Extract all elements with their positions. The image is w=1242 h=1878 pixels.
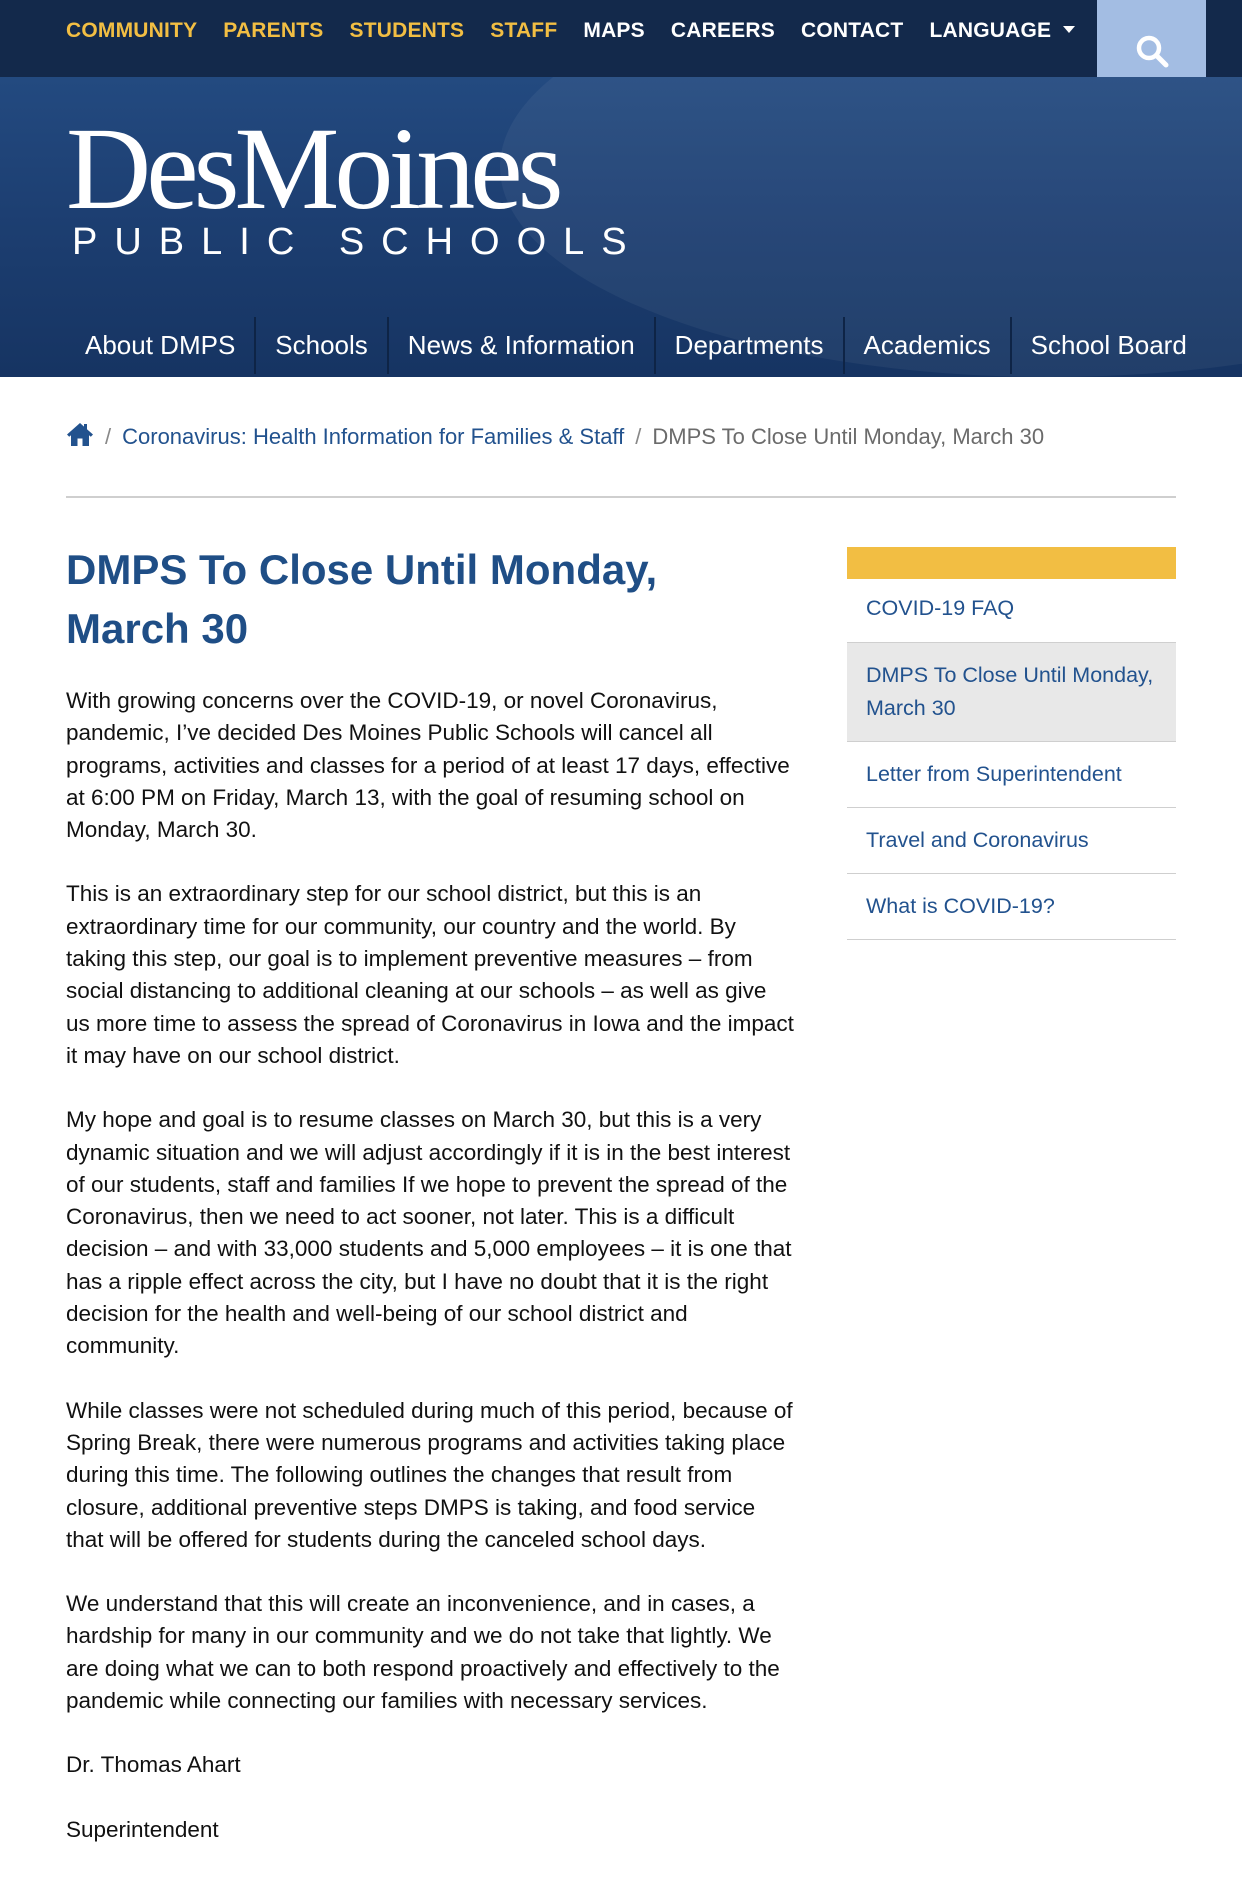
utility-link-community[interactable]: COMMUNITY xyxy=(66,19,198,42)
breadcrumb-current: DMPS To Close Until Monday, March 30 xyxy=(652,424,1045,449)
nav-academics[interactable]: Academics xyxy=(845,317,1012,374)
utility-bar xyxy=(0,0,1242,77)
article-paragraph: My hope and goal is to resume classes on March 30, but this is a very dynamic situation and we will adjust accordingly if it is in the best interest of our students, staff and families If we hope to prevent the spread of the Coronavirus, then we need to act sooner, not later. This is a difficult decision – and with 33,000 students and 5,000 employees – it is one that has a ripple effect across the city, but I have no doubt that it is the right decision for the health and well-being of our school district and community. xyxy=(66,1107,792,1359)
signature xyxy=(66,1749,796,1846)
utility-link-contact[interactable]: CONTACT xyxy=(800,19,904,42)
signature-title: Superintendent xyxy=(66,1816,219,1842)
nav-schools[interactable]: Schools xyxy=(256,317,389,374)
language-label: LANGUAGE xyxy=(929,19,1052,42)
chevron-down-icon xyxy=(1063,26,1075,33)
utility-link-staff[interactable]: STAFF xyxy=(490,19,558,42)
breadcrumb-separator: / xyxy=(635,424,642,449)
sidebar-item-letter-superintendent[interactable]: Letter from Superintendent xyxy=(847,742,1176,808)
utility-link-students[interactable]: STUDENTS xyxy=(349,19,465,42)
language-dropdown[interactable] xyxy=(929,18,1075,44)
logo-subtitle: PUBLIC SCHOOLS xyxy=(72,221,644,263)
home-icon xyxy=(66,421,94,447)
utility-link-parents[interactable]: PARENTS xyxy=(223,19,324,42)
page-title: DMPS To Close Until Monday, March 30 xyxy=(66,546,658,652)
nav-school-board[interactable]: School Board xyxy=(1030,330,1187,360)
signature-name: Dr. Thomas Ahart xyxy=(66,1752,241,1778)
home-link[interactable] xyxy=(66,421,94,453)
header-banner xyxy=(0,77,1242,377)
article-paragraph: This is an extraordinary step for our school district, but this is an extraordinary time for our community, our country and the world. By taking this step, our goal is to implement preventive measures – from social distancing to additional cleaning at our schools – as well as give us more time to assess the spread of Coronavirus in Iowa and the impact it may have on our school district. xyxy=(66,881,794,1068)
utility-link-maps[interactable]: MAPS xyxy=(583,19,645,42)
sidebar-item-covid-faq[interactable]: COVID-19 FAQ xyxy=(847,579,1176,643)
sidebar-item-travel-coronavirus[interactable]: Travel and Coronavirus xyxy=(847,808,1176,874)
sidebar-item-dmps-close[interactable]: DMPS To Close Until Monday, March 30 xyxy=(847,643,1176,742)
logo-wordmark: DesMoines xyxy=(66,103,559,234)
breadcrumb-separator: / xyxy=(105,424,112,449)
article-paragraph: While classes were not scheduled during much of this period, because of Spring Break, there were numerous programs and activities taking place during this time. The following outlines the changes that result from closure, additional preventive steps DMPS is taking, and food service that will be offered for students during the canceled school days. xyxy=(66,1397,793,1552)
breadcrumb xyxy=(66,422,1044,452)
utility-nav xyxy=(66,18,1101,44)
article-body xyxy=(66,685,796,1878)
nav-about-dmps[interactable]: About DMPS xyxy=(66,317,256,374)
breadcrumb-divider xyxy=(66,496,1176,498)
nav-departments[interactable]: Departments xyxy=(656,317,845,374)
article-paragraph: We understand that this will create an inconvenience, and in cases, a hardship for many in our community and we do not take that lightly. We are doing what we can to both respond proactively and effectively to the pandemic while connecting our families with necessary services. xyxy=(66,1591,780,1714)
search-icon xyxy=(1135,34,1169,68)
main-nav xyxy=(66,317,1206,374)
sidebar-accent-bar xyxy=(847,547,1176,579)
sidebar-nav xyxy=(847,547,1176,940)
nav-news-information[interactable]: News & Information xyxy=(389,317,656,374)
sidebar-item-what-is-covid[interactable]: What is COVID-19? xyxy=(847,874,1176,940)
utility-link-careers[interactable]: CAREERS xyxy=(670,19,775,42)
district-logo[interactable] xyxy=(66,103,644,264)
article-paragraph: With growing concerns over the COVID-19, or novel Coronavirus, pandemic, I’ve decided Des Moines Public Schools will cancel all programs, activities and classes for a period of at least 17 days, effective at 6:00 PM on Friday, March 13, with the goal of resuming school on Monday, March 30. xyxy=(66,688,790,843)
breadcrumb-parent-link[interactable]: Coronavirus: Health Information for Families & Staff xyxy=(122,424,625,449)
